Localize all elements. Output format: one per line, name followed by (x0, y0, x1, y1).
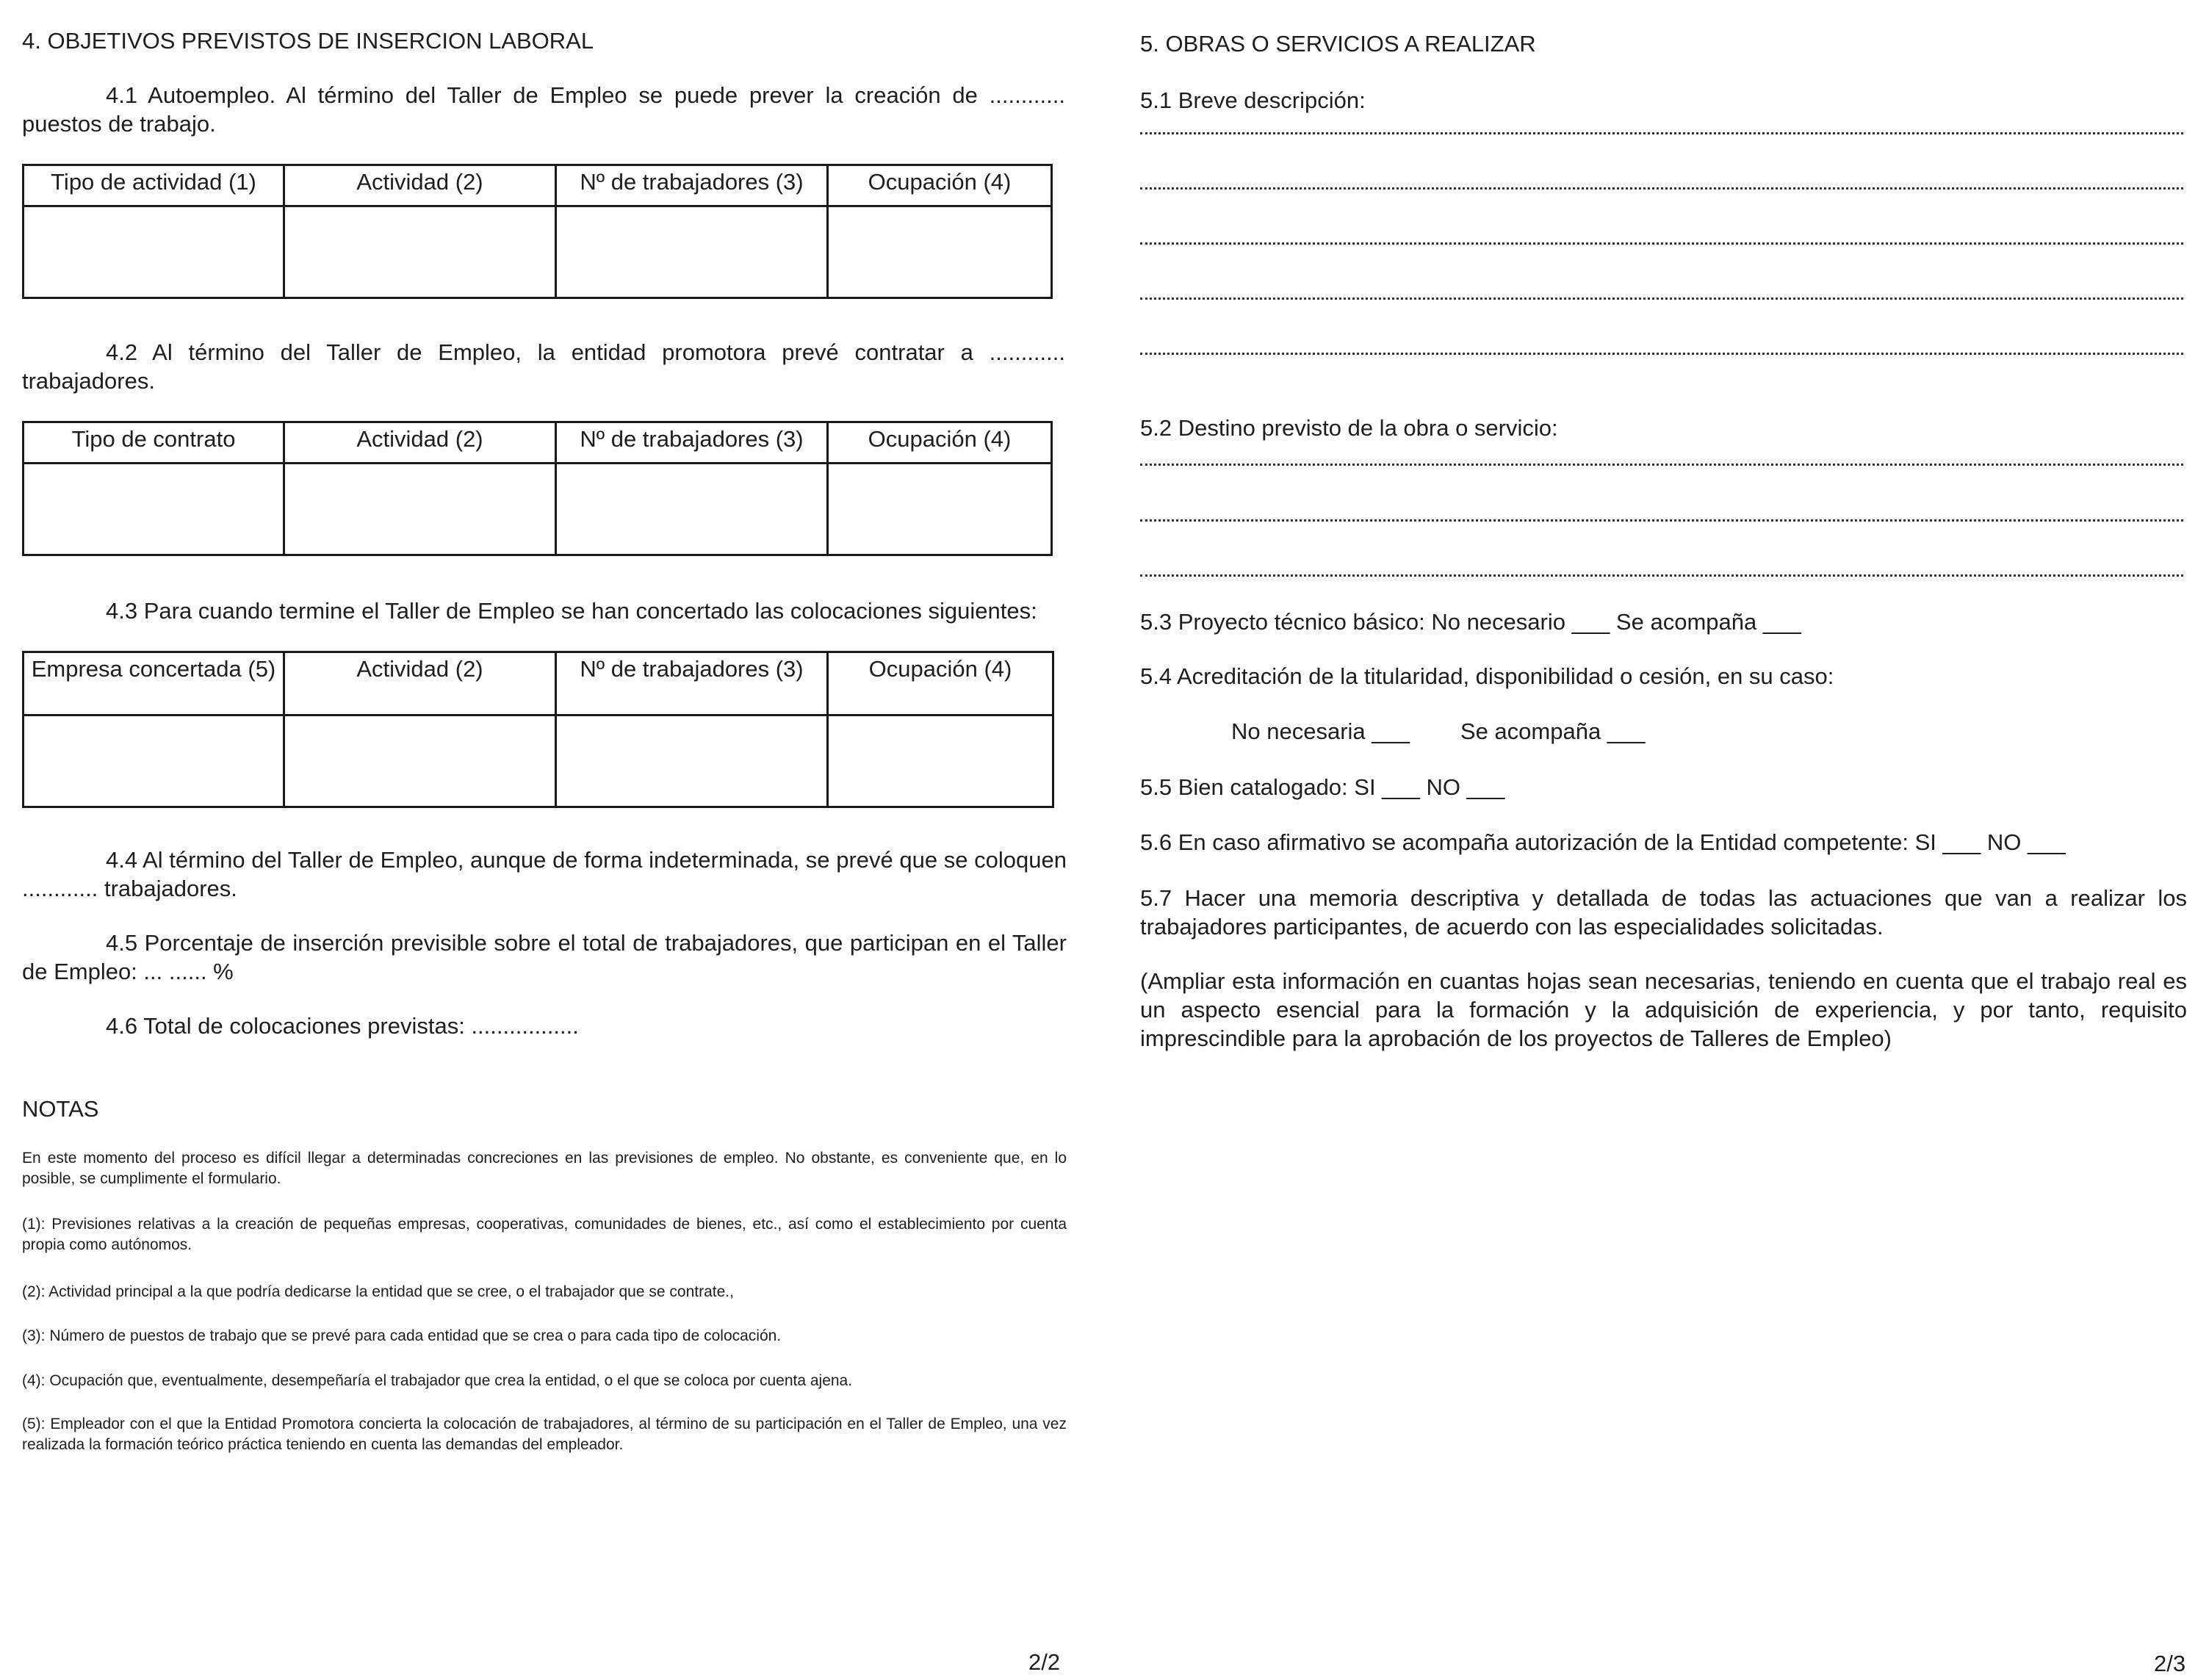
page-number-right: 2/3 (2154, 1651, 2186, 1676)
table3-cell[interactable] (24, 715, 284, 807)
description-line-3[interactable] (1140, 239, 2183, 245)
table1-header-trabajadores: Nº de trabajadores (3) (556, 165, 828, 206)
table3-cell[interactable] (828, 715, 1053, 807)
note-4: (4): Ocupación que, eventualmente, desempeñaría el trabajador que crea la entidad, o el que se coloca por cuenta ajena. (22, 1372, 853, 1389)
table2-cell[interactable] (556, 464, 828, 555)
table1-header-actividad: Actividad (2) (284, 165, 556, 206)
table3-header-ocupacion: Ocupación (4) (828, 652, 1053, 715)
section-5-5-text: 5.5 Bien catalogado: SI ___ NO ___ (1140, 774, 1505, 800)
section-4-1-text: 4.1 Autoempleo. Al término del Taller de Empleo se puede prever la creación de ............ puestos de trabajo. (22, 82, 1065, 137)
section-5-3-text: 5.3 Proyecto técnico básico: No necesario ___ Se acompaña ___ (1140, 609, 1801, 635)
destination-line-3[interactable] (1140, 572, 2183, 577)
table2-cell[interactable] (284, 464, 556, 555)
section-5-1-label: 5.1 Breve descripción: (1140, 87, 1366, 113)
section-5-7-text: 5.7 Hacer una memoria descriptiva y detallada de todas las actuaciones que van a realizar los trabajadores participantes, de acuerdo con las especialidades solicitadas. (1140, 885, 2187, 940)
table1-header-ocupacion: Ocupación (4) (828, 165, 1052, 206)
table1-cell[interactable] (556, 206, 828, 298)
table1-cell[interactable] (284, 206, 556, 298)
note-intro: En este momento del proceso es difícil llegar a determinadas concreciones en las previsiones de empleo. No obstante, es conveniente que, en lo posible, se cumplimente el formulario. (22, 1150, 1067, 1187)
table3-header-trabajadores: Nº de trabajadores (3) (556, 652, 828, 715)
table1-cell[interactable] (828, 206, 1052, 298)
note-2: (2): Actividad principal a la que podría dedicarse la entidad que se cree, o el trabajador que se contrate., (22, 1283, 734, 1300)
ampliar-note: (Ampliar esta información en cuantas hojas sean necesarias, teniendo en cuenta que el trabajo real es un aspecto esencial para la formación y la adquisición de experiencia, y por tanto, requisito imprescindible para la aprobación de los proyectos de Talleres de Empleo) (1140, 968, 2187, 1051)
notes-title: NOTAS (22, 1096, 99, 1122)
table3-header-empresa: Empresa concertada (5) (24, 652, 284, 715)
section-4-3-text: 4.3 Para cuando termine el Taller de Empleo se han concertado las colocaciones siguientes: (106, 598, 1037, 624)
table3-cell[interactable] (284, 715, 556, 807)
table2-header-trabajadores: Nº de trabajadores (3) (556, 422, 828, 464)
description-line-5[interactable] (1140, 350, 2183, 355)
page-number-left: 2/2 (1028, 1649, 1061, 1675)
section-4-heading: 4. OBJETIVOS PREVISTOS DE INSERCION LABORAL (22, 28, 594, 54)
section-5-6-text: 5.6 En caso afirmativo se acompaña autorización de la Entidad competente: SI ___ NO ___ (1140, 829, 2066, 855)
table2-cell[interactable] (24, 464, 284, 555)
section-4-2-text: 4.2 Al término del Taller de Empleo, la entidad promotora prevé contratar a ............ trabajadores. (22, 339, 1065, 394)
table1-header-tipo: Tipo de actividad (1) (24, 165, 284, 206)
description-line-4[interactable] (1140, 295, 2183, 300)
section-4-6-text: 4.6 Total de colocaciones previstas: ................. (106, 1013, 579, 1039)
table1-cell[interactable] (24, 206, 284, 298)
table-autoempleo (22, 164, 1053, 299)
section-4-4-text: 4.4 Al término del Taller de Empleo, aunque de forma indeterminada, se prevé que se coloquen ............ trabajadores. (22, 847, 1067, 901)
table-contratos (22, 421, 1053, 556)
description-line-2[interactable] (1140, 184, 2183, 190)
table2-header-tipo-contrato: Tipo de contrato (24, 422, 284, 464)
section-5-2-label: 5.2 Destino previsto de la obra o servicio: (1140, 415, 1558, 441)
destination-line-1[interactable] (1140, 461, 2183, 466)
table2-header-actividad: Actividad (2) (284, 422, 556, 464)
table2-header-ocupacion: Ocupación (4) (828, 422, 1052, 464)
section-5-heading: 5. OBRAS O SERVICIOS A REALIZAR (1140, 31, 1536, 57)
note-3: (3): Número de puestos de trabajo que se prevé para cada entidad que se crea o para cada tipo de colocación. (22, 1327, 782, 1344)
destination-line-2[interactable] (1140, 516, 2183, 522)
table-colocaciones (22, 651, 1054, 808)
section-4-5-text: 4.5 Porcentaje de inserción previsible sobre el total de trabajadores, que participan en el Taller de Empleo: ... ...... % (22, 930, 1067, 984)
description-line-1[interactable] (1140, 129, 2183, 134)
section-5-4-options: No necesaria ___ Se acompaña ___ (1231, 718, 1646, 744)
table3-cell[interactable] (556, 715, 828, 807)
note-5: (5): Empleador con el que la Entidad Promotora concierta la colocación de trabajadores, al término de su participación en el Taller de Empleo, una vez realizada la formación teórico práctica teniendo en cuenta las demandas del empleador. (22, 1416, 1067, 1453)
table3-header-actividad: Actividad (2) (284, 652, 556, 715)
section-5-4-text: 5.4 Acreditación de la titularidad, disponibilidad o cesión, en su caso: (1140, 663, 1834, 689)
note-1: (1): Previsiones relativas a la creación de pequeñas empresas, cooperativas, comunidades de bienes, etc., así como el establecimiento por cuenta propia como autónomos. (22, 1216, 1067, 1253)
table2-cell[interactable] (828, 464, 1052, 555)
